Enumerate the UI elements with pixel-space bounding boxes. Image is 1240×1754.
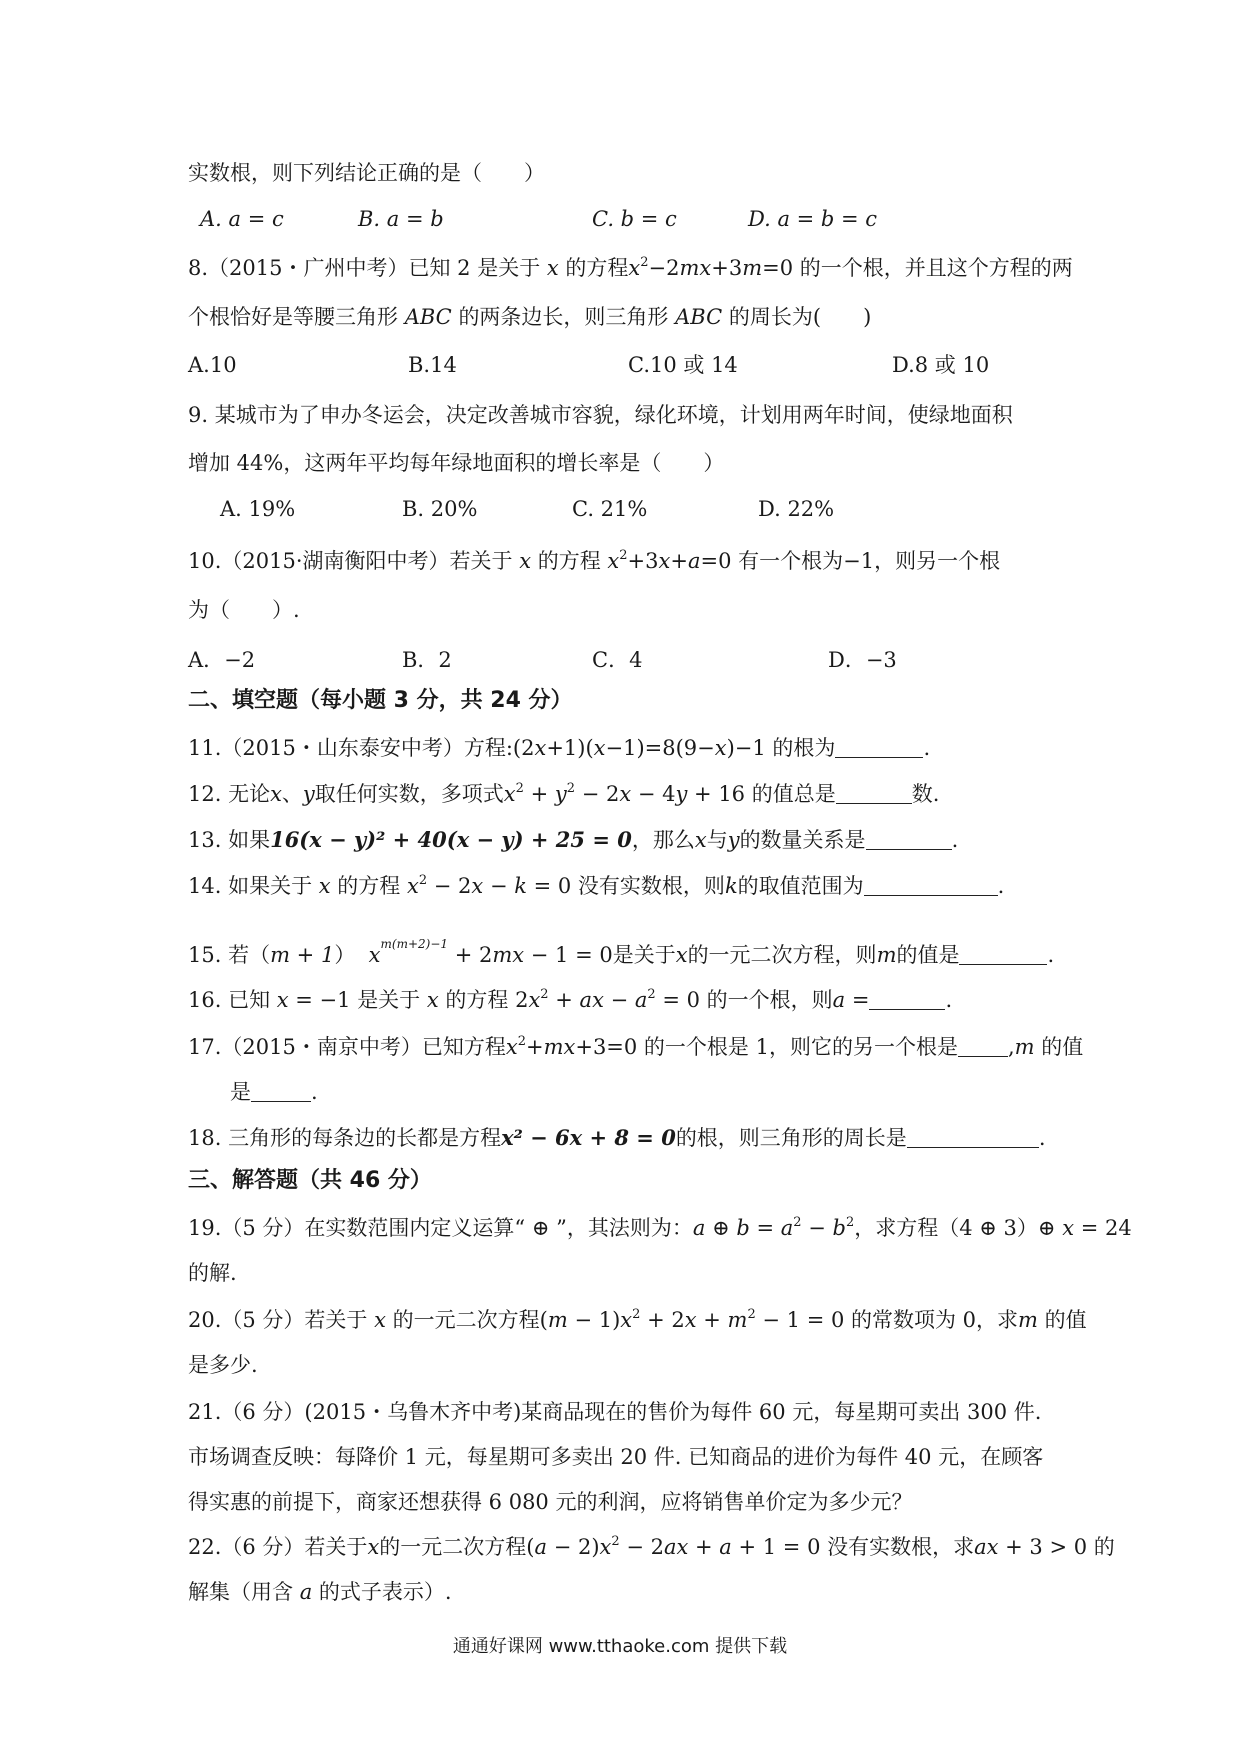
q12-text-a: 12. 无论 (188, 782, 271, 806)
var-a: a (663, 1535, 677, 1559)
q14-text-e: = 0 没有实数根，则 (526, 874, 725, 898)
q7-option-c: C. b = c (592, 207, 677, 231)
q14-text-f: 的取值范围为 (737, 874, 864, 898)
q7-option-d: D. a = b = c (748, 207, 878, 231)
var-m: m (727, 1308, 748, 1332)
q17-text-c: +3=0 的一个根是 1，则它的另一个根是 (575, 1035, 958, 1059)
q11 (188, 733, 930, 763)
var-x: x (270, 782, 282, 806)
var-x: x (519, 549, 532, 573)
q8-text-b: 的方程 (565, 256, 629, 280)
var-x: x (546, 256, 559, 280)
var-x: x (986, 1535, 999, 1559)
var-x: x (318, 874, 331, 898)
q17-line1 (188, 1032, 1083, 1062)
var-a: a (687, 549, 701, 573)
q19-line1 (188, 1213, 1132, 1243)
q17-text-a: 17.（2015・南京中考）已知方程 (188, 1035, 506, 1059)
q15 (188, 937, 1055, 970)
answer-blank[interactable] (835, 735, 923, 758)
exponent: 2 (515, 781, 524, 796)
q22-text-j: 的式子表示）. (318, 1580, 452, 1604)
q10-option-d: D．−3 (828, 648, 897, 672)
var-x: x (628, 256, 641, 280)
q10-line2: 为（ ）. (188, 598, 300, 622)
q16-text-a: 16. 已知 (188, 988, 271, 1012)
var-abc: ABC (404, 305, 452, 329)
var-a: a (534, 1535, 548, 1559)
q8-text-e: =0 的一个根，并且这个方程的两 (762, 256, 1073, 280)
q10-text-d: + (670, 549, 688, 573)
q12-text-g: 数. (911, 782, 940, 806)
q15-text-h: 的值是 (896, 943, 960, 967)
var-y: y (302, 782, 315, 806)
q7-option-b: B. a = b (358, 207, 444, 231)
q17-line2 (230, 1077, 318, 1107)
q19-text-a: 19.（5 分）在实数范围内定义运算“ ⊕ ”，其法则为： (188, 1216, 693, 1240)
q15-text-f: 是关于 (612, 943, 676, 967)
var-a: a (579, 988, 593, 1012)
section-2-heading: 二、填空题（每小题 3 分，共 24 分） (188, 688, 573, 713)
q22-line2 (188, 1577, 452, 1607)
q8-text-a: 8.（2015・广州中考）已知 2 是关于 (188, 256, 541, 280)
var-x: x (620, 1308, 633, 1332)
exponent: 2 (647, 987, 656, 1002)
var-x: x (276, 988, 289, 1012)
var-mx: mx (543, 1035, 576, 1059)
var-x: x (676, 1535, 689, 1559)
var-m: m (547, 1308, 568, 1332)
q9-option-c: C. 21% (572, 497, 648, 521)
var-x: x (684, 1308, 697, 1332)
q8-option-c: C.10 或 14 (628, 353, 738, 377)
exponent: 2 (640, 255, 649, 270)
var-mx: mx (679, 256, 712, 280)
q9-option-d: D. 22% (758, 497, 835, 521)
exponent: 2 (845, 1215, 855, 1230)
var-y: y (727, 828, 740, 852)
q19-text-b: ⊕ (705, 1216, 737, 1240)
q14-text-a: 14. 如果关于 (188, 874, 313, 898)
var-x: x (593, 736, 606, 760)
var-a: a (974, 1535, 987, 1559)
q10-text-c: +3 (627, 549, 659, 573)
q17-text-d: , (1007, 1035, 1015, 1059)
q10-text-b: 的方程 (537, 549, 601, 573)
q8-text-f: 个根恰好是等腰三角形 (188, 305, 398, 329)
q20-text-b: 的一元二次方程 (392, 1308, 540, 1332)
var-b: b (736, 1216, 750, 1240)
q17-text-line2: 是 (230, 1080, 251, 1104)
q8-text-g: 的两条边长，则三角形 (458, 305, 669, 329)
q14 (188, 871, 1004, 901)
q13-text-b: ，那么 (631, 828, 695, 852)
q15-text-d: + 2 (448, 943, 493, 967)
var-x: x (658, 549, 671, 573)
q15-text-a: 15. 若（ (188, 943, 271, 967)
q18-text-c: . (1038, 1126, 1046, 1150)
q22-text-i: 解集（用含 (188, 1580, 293, 1604)
q16-text-g: = (845, 988, 870, 1012)
q22-text-e: − 2 (619, 1535, 664, 1559)
var-x: x (528, 988, 541, 1012)
q11-text-d: )−1 的根为 (726, 736, 836, 760)
q20-text-f: + (696, 1308, 728, 1332)
var-x: x (426, 988, 439, 1012)
var-abc: ABC (675, 305, 723, 329)
var-x: x (714, 736, 727, 760)
q13-text-a: 13. 如果 (188, 828, 271, 852)
q20-text-a: 20.（5 分）若关于 (188, 1308, 368, 1332)
exponent: 2 (566, 781, 576, 796)
q15-text-e: − 1 = 0 (524, 943, 613, 967)
q20-text-d: − 1) (567, 1308, 621, 1332)
var-a: a (719, 1535, 732, 1559)
q16-text-b: = −1 是关于 (288, 988, 421, 1012)
q14-text-c: − 2 (427, 874, 472, 898)
answer-blank[interactable] (866, 827, 952, 850)
q17-text-f: . (311, 1080, 318, 1104)
q21-line1: 21.（6 分）(2015・乌鲁木齐中考)某商品现在的售价为每件 60 元，每星期可卖出 300 件. (188, 1400, 1042, 1424)
q9-option-a: A. 19% (220, 497, 296, 521)
q20-text-g: − 1 = 0 的常数项为 0，求 (755, 1308, 1019, 1332)
var-b: b (832, 1216, 846, 1240)
q12-text-e: − 4 (631, 782, 676, 806)
q8-option-d: D.8 或 10 (892, 353, 990, 377)
var-a: a (832, 988, 846, 1012)
q12-text-f: + 16 的值总是 (687, 782, 836, 806)
q17-text-b: + (525, 1035, 544, 1059)
q11-text-c: −1)=8(9− (605, 736, 715, 760)
q20-line1 (188, 1305, 1087, 1335)
q22-text-f: + (688, 1535, 720, 1559)
q10-option-c: C．4 (592, 648, 643, 672)
var-x: x (675, 943, 688, 967)
q12-text-b: 、 (281, 782, 303, 806)
q13-text-c: 与 (706, 828, 728, 852)
q20-text-c: ( (539, 1308, 548, 1332)
page-footer: 通通好课网 www.tthaoke.com 提供下载 (452, 1636, 788, 1657)
q18-equation: x² − 6x + 8 = 0 (501, 1125, 676, 1150)
section-3-heading: 三、解答题（共 46 分） (188, 1168, 432, 1193)
q14-text-d: − (483, 874, 515, 898)
var-x: x (367, 1535, 380, 1559)
exponent: 2 (611, 1534, 620, 1549)
answer-blank[interactable] (836, 781, 912, 804)
q22-text-g: + 1 = 0 没有实数根，求 (731, 1535, 975, 1559)
var-x: x (374, 1308, 386, 1332)
q13-equation: 16(x − y)² + 40(x − y) + 25 = 0 (270, 827, 632, 852)
q8-text-d: +3 (711, 256, 743, 280)
q7-option-a: A. a = c (200, 207, 284, 231)
var-m: m (1018, 1308, 1038, 1332)
var-x: x (503, 782, 516, 806)
var-x: x (694, 828, 707, 852)
var-x: x (471, 874, 484, 898)
q18-text-b: 的根，则三角形的周长是 (675, 1126, 907, 1150)
var-x: x (619, 782, 632, 806)
q15-text-g: 的一元二次方程，则 (687, 943, 877, 967)
q16-text-h: . (945, 988, 953, 1012)
q10-text-a: 10.（2015·湖南衡阳中考）若关于 (188, 549, 513, 573)
q22-text-d: − 2) (547, 1535, 600, 1559)
answer-blank[interactable] (251, 1079, 311, 1102)
answer-blank[interactable] (869, 987, 945, 1010)
q15-exponent: m(m+2)−1 (380, 937, 449, 951)
exponent: 2 (747, 1307, 756, 1322)
var-a: a (634, 988, 648, 1012)
var-mx: mx (492, 943, 525, 967)
answer-blank[interactable] (907, 1125, 1039, 1148)
q11-text-b: +1)( (546, 736, 594, 760)
q19-text-f: = 24 (1074, 1216, 1132, 1240)
q19-text-c: = (749, 1216, 781, 1240)
q9-line2: 增加 44%，这两年平均每年绿地面积的增长率是（ ） (188, 451, 725, 475)
exponent: 2 (793, 1215, 802, 1230)
answer-blank[interactable] (959, 942, 1047, 965)
exponent: 2 (540, 987, 549, 1002)
q15-text-c: ） (334, 943, 356, 967)
q20-line2: 是多少. (188, 1353, 258, 1377)
q22-text-b: 的一元二次方程 (379, 1535, 527, 1559)
q22-text-c: ( (526, 1535, 535, 1559)
q21-line2: 市场调查反映：每降价 1 元，每星期可多卖出 20 件. 已知商品的进价为每件 40 元，在顾客 (188, 1445, 1044, 1469)
q14-text-g: . (997, 874, 1005, 898)
q17-text-e: 的值 (1041, 1035, 1084, 1059)
var-m: m (1014, 1035, 1035, 1059)
q18 (188, 1123, 1046, 1153)
q19-text-d: − (801, 1216, 833, 1240)
q12: 12. 无论x、y取任何实数，多项式$x^2 + y^2 - 2x - 4y + 16$ 的值总是 数. (188, 781, 940, 806)
var-x: x (592, 988, 604, 1012)
q8-line1 (188, 253, 1073, 283)
q20-text-e: + 2 (640, 1308, 685, 1332)
var-a: a (299, 1580, 313, 1604)
q12-text-c: 取任何实数，多项式 (314, 782, 504, 806)
q21-line3: 得实惠的前提下，商家还想获得 6 080 元的利润，应将销售单价定为多少元？ (188, 1490, 913, 1514)
q10-line1 (188, 546, 1000, 576)
q10-text-e: =0 有一个根为−1，则另一个根 (700, 549, 1001, 573)
q20-text-h: 的值 (1044, 1308, 1087, 1332)
exponent: 2 (632, 1307, 641, 1322)
q16-text-c: 的方程 2 (445, 988, 529, 1012)
q13 (188, 825, 958, 855)
var-x: x (406, 874, 419, 898)
var-k: k (724, 874, 738, 898)
q11-text-e: . (923, 736, 931, 760)
q22-text-a: 22.（6 分）若关于 (188, 1535, 368, 1559)
var-m: m (742, 256, 763, 280)
var-x: x (1062, 1216, 1075, 1240)
q15-expr: m + 1 (270, 943, 335, 967)
var-x: x (607, 549, 620, 573)
q8-option-b: B.14 (408, 353, 457, 377)
var-m: m (876, 943, 897, 967)
answer-blank[interactable] (864, 873, 998, 896)
q16-text-d: + (548, 988, 580, 1012)
q16-text-f: = 0 的一个根，则 (655, 988, 833, 1012)
var-a: a (692, 1216, 706, 1240)
var-x: x (599, 1535, 612, 1559)
q9-line1: 9. 某城市为了申办冬运会，决定改善城市容貌，绿化环境，计划用两年时间，使绿地面积 (188, 403, 1013, 427)
q10-option-b: B．2 (402, 648, 452, 672)
q16-text-e: − (603, 988, 635, 1012)
q19-text-e: ，求方程（4 ⊕ 3）⊕ (854, 1216, 1063, 1240)
q19-line2: 的解. (188, 1261, 237, 1285)
q22-line1 (188, 1532, 1115, 1562)
q12-text-d: − 2 (575, 782, 620, 806)
var-x: x (534, 736, 547, 760)
q9-option-b: B. 20% (402, 497, 478, 521)
q7-tail: 实数根，则下列结论正确的是（ ） (188, 161, 545, 185)
exponent: 2 (418, 873, 428, 888)
var-x: x (505, 1035, 518, 1059)
q18-text-a: 18. 三角形的每条边的长都是方程 (188, 1126, 502, 1150)
q14-text-b: 的方程 (337, 874, 401, 898)
q15-text-i: . (1047, 943, 1055, 967)
var-k: k (514, 874, 527, 898)
q13-text-d: 的数量关系是 (739, 828, 866, 852)
q16 (188, 985, 952, 1015)
q8-text-c: −2 (648, 256, 680, 280)
q10-option-a: A．−2 (188, 648, 256, 672)
exponent: 2 (619, 548, 628, 563)
exponent: 2 (517, 1034, 526, 1049)
var-y: y (675, 782, 688, 806)
q8-text-h: 的周长为( ) (728, 305, 872, 329)
var-y: y (554, 782, 567, 806)
answer-blank[interactable] (958, 1034, 1008, 1057)
q8-option-a: A.10 (188, 353, 237, 377)
var-x: x (368, 943, 381, 967)
q11-text-a: 11.（2015・山东泰安中考）方程:(2 (188, 736, 535, 760)
var-a: a (780, 1216, 794, 1240)
q8-line2 (188, 302, 871, 332)
q22-text-h: + 3 > 0 的 (998, 1535, 1115, 1559)
q13-text-e: . (951, 828, 959, 852)
